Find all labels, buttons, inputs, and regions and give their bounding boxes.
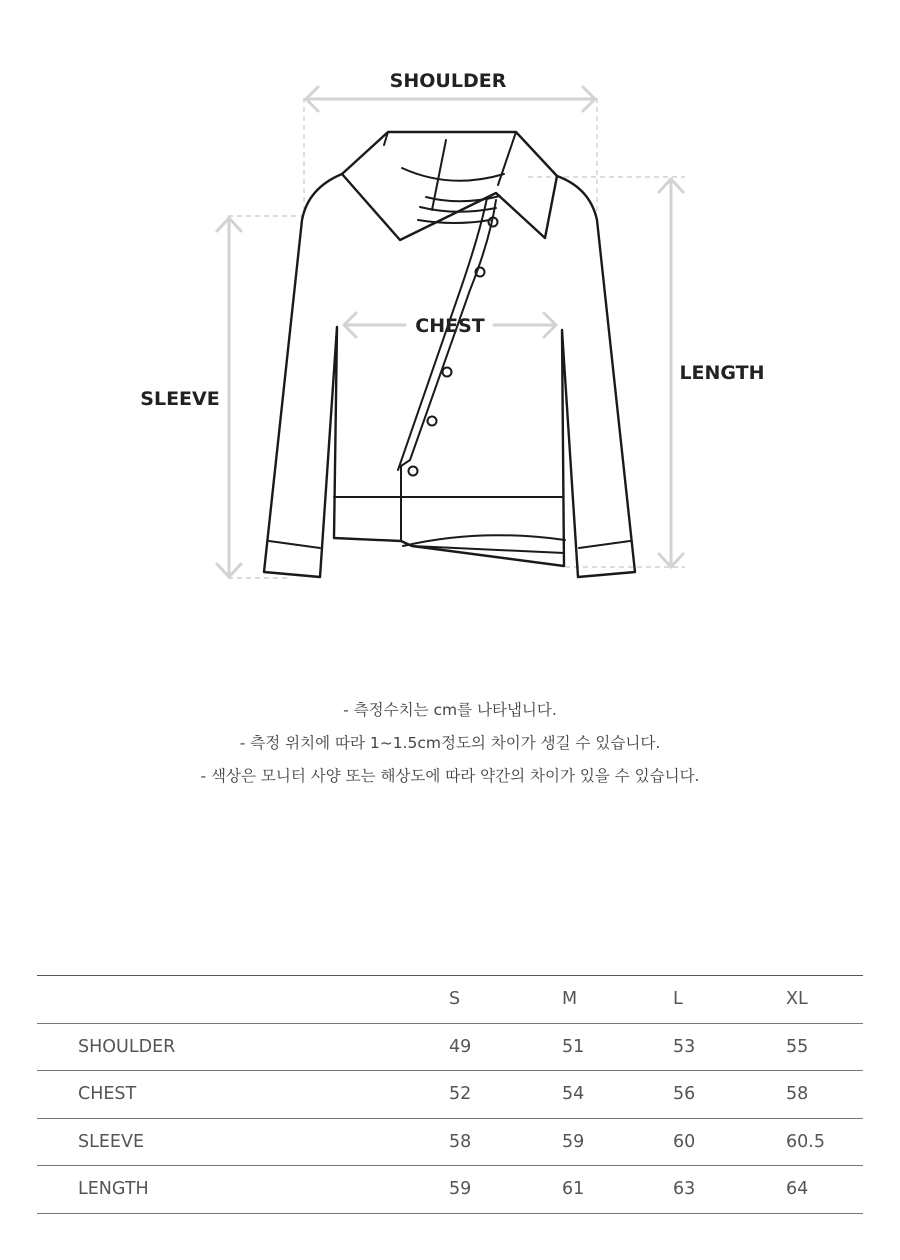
row-label: CHEST — [78, 1084, 137, 1105]
column-header-l: L — [673, 989, 683, 1010]
button-4 — [428, 417, 437, 426]
table-header-row — [37, 976, 863, 1024]
row-label: LENGTH — [78, 1179, 149, 1200]
table-row-shoulder — [37, 1023, 863, 1071]
column-header-s: S — [449, 989, 461, 1010]
table-cell: 55 — [786, 1036, 809, 1057]
note-units: - 측정수치는 cm를 나타냅니다. — [343, 701, 557, 719]
chest-label: CHEST — [415, 315, 485, 337]
jacket-outline — [264, 132, 635, 577]
note-tolerance: - 측정 위치에 따라 1~1.5cm정도의 차이가 생길 수 있습니다. — [239, 734, 661, 752]
guide-lines — [228, 98, 685, 578]
table-cell: 54 — [562, 1084, 585, 1105]
table-cell: 59 — [562, 1131, 585, 1152]
table-row-sleeve — [37, 1118, 863, 1166]
table-cell: 51 — [562, 1036, 585, 1057]
row-label: SHOULDER — [78, 1036, 176, 1057]
table-cell: 58 — [449, 1131, 472, 1152]
table-cell: 59 — [449, 1179, 472, 1200]
table-cell: 64 — [786, 1179, 809, 1200]
column-header-xl: XL — [786, 989, 808, 1010]
table-cell: 63 — [673, 1179, 696, 1200]
table-cell: 53 — [673, 1036, 696, 1057]
table-cell: 60 — [673, 1131, 696, 1152]
table-cell: 61 — [562, 1179, 585, 1200]
table-cell: 58 — [786, 1084, 809, 1105]
table-cell: 52 — [449, 1084, 472, 1105]
note-color: - 색상은 모니터 사양 또는 해상도에 따라 약간의 차이가 있을 수 있습니다. — [200, 767, 700, 785]
sleeve-label: SLEEVE — [140, 388, 220, 410]
size-table — [37, 975, 863, 1214]
table-cell: 49 — [449, 1036, 472, 1057]
column-header-empty — [37, 976, 449, 1024]
size-diagram — [0, 0, 900, 620]
button-3 — [443, 368, 452, 377]
table-cell: 60.5 — [786, 1131, 825, 1152]
table-cell: 56 — [673, 1084, 696, 1105]
row-label: SLEEVE — [78, 1131, 145, 1152]
column-header-m: M — [562, 989, 578, 1010]
length-label: LENGTH — [679, 362, 765, 384]
table-row-length — [37, 1166, 863, 1214]
table-row-chest — [37, 1071, 863, 1119]
button-5 — [409, 467, 418, 476]
shoulder-label: SHOULDER — [389, 70, 507, 92]
measurement-notes — [0, 694, 900, 793]
